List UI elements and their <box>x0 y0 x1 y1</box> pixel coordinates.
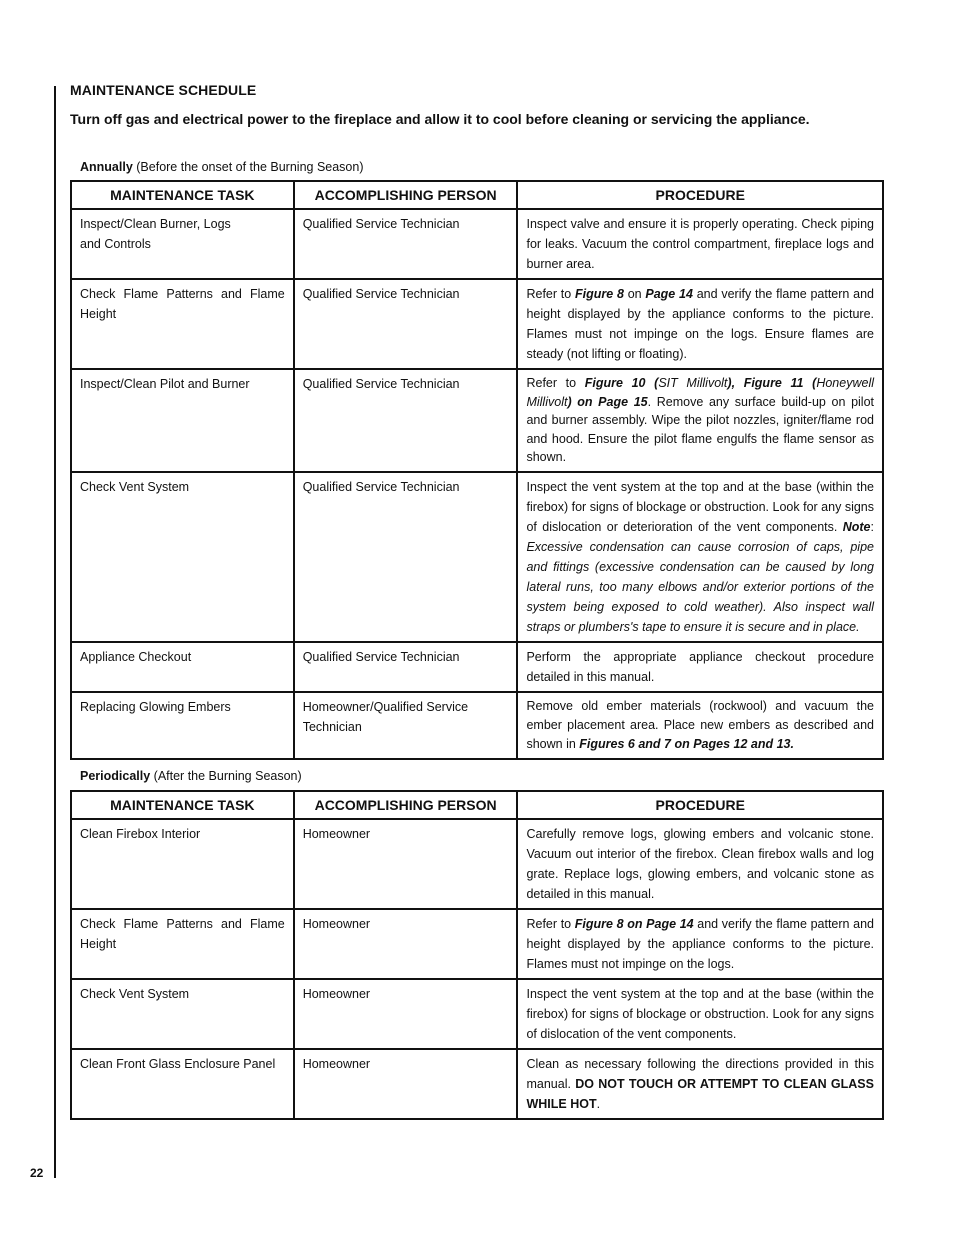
task-cell: Check Vent System <box>71 979 294 1049</box>
left-margin-rule <box>54 86 56 1178</box>
task-cell: Check Flame Patterns and Flame Height <box>71 909 294 979</box>
table-row <box>71 819 883 909</box>
procedure-text: Clean as necessary following the directions provided in this manual. <box>526 1057 874 1091</box>
task-cell: Clean Front Glass Enclosure Panel <box>71 1049 294 1119</box>
procedure-text: Perform the appropriate appliance checkout procedure detailed in this manual. <box>526 649 874 684</box>
table-row <box>71 642 883 692</box>
header-accomplishing-person: ACCOMPLISHING PERSON <box>294 791 518 819</box>
figure-reference: Figure 8 <box>575 287 624 301</box>
model-name: Honeywell Millivolt <box>526 376 874 409</box>
procedure-text: and verify the flame pattern and height displayed by the appliance conforms to the picture. Flames must not impinge on the logs. Ensure flames are steady (not lifting or floating). <box>526 287 874 361</box>
task-cell: Clean Firebox Interior <box>71 819 294 909</box>
periodic-label-rest: (After the Burning Season) <box>150 769 302 783</box>
task-cell: Replacing Glowing Embers <box>71 692 294 759</box>
table-row <box>71 1049 883 1119</box>
task-cell: Inspect/Clean Burner, Logs and Controls <box>71 209 294 279</box>
header-accomplishing-person: ACCOMPLISHING PERSON <box>294 181 518 209</box>
header-procedure: PROCEDURE <box>517 791 883 819</box>
procedure-text: on <box>623 287 646 301</box>
task-cell: Inspect/Clean Pilot and Burner <box>71 369 294 472</box>
task-cell: Check Flame Patterns and Flame Height <box>71 279 294 369</box>
figure-reference: ), Figure 11 ( <box>727 376 817 390</box>
task-cell: Check Vent System <box>71 472 294 642</box>
procedure-text: Inspect valve and ensure it is properly operating. Check piping for leaks. Vacuum the control compartment, fireplace logs and burner area. <box>526 217 874 271</box>
person-cell: Homeowner <box>294 1049 518 1119</box>
procedure-text: Refer to <box>526 917 575 931</box>
table-row <box>71 279 883 369</box>
procedure-cell <box>517 472 883 642</box>
table-row <box>71 209 883 279</box>
figure-reference: Figure 10 ( <box>584 376 659 390</box>
model-name: SIT Millivolt <box>658 376 728 390</box>
header-procedure: PROCEDURE <box>517 181 883 209</box>
table-row <box>71 909 883 979</box>
procedure-cell <box>517 909 883 979</box>
task-cell: Appliance Checkout <box>71 642 294 692</box>
annual-maintenance-table <box>70 180 884 760</box>
person-cell: Homeowner <box>294 909 518 979</box>
procedure-text: . Remove any surface build-up on pilot and burner assembly. Wipe the pilot nozzles, igniter/flame rod and hood. Ensure the pilot flame engulfs the flame sensor as shown. <box>526 394 874 464</box>
header-maintenance-task: MAINTENANCE TASK <box>71 181 294 209</box>
procedure-cell <box>517 369 883 472</box>
page-reference: Page 14 <box>645 287 693 301</box>
procedure-text: Refer to <box>526 376 585 390</box>
warning-text: DO NOT TOUCH OR ATTEMPT TO CLEAN GLASS WHILE HOT <box>526 1077 874 1111</box>
person-cell: Qualified Service Technician <box>294 279 518 369</box>
periodic-label-bold: Periodically <box>80 769 151 783</box>
table-row <box>71 369 883 472</box>
periodic-section-label <box>80 769 302 783</box>
procedure-text: Inspect the vent system at the top and at the base (within the firebox) for signs of blockage or obstruction. Look for any signs of dislocation or deterioration of the vent components. <box>526 479 874 534</box>
table-header-row <box>71 791 883 819</box>
procedure-cell <box>517 279 883 369</box>
table-row <box>71 472 883 642</box>
person-cell: Homeowner/Qualified Service Technician <box>294 692 518 759</box>
annual-section-label <box>80 160 364 174</box>
person-cell: Qualified Service Technician <box>294 209 518 279</box>
note-text: Excessive condensation can cause corrosion of caps, pipe and fittings (excessive condensation can be caused by long lateral runs, too many elbows and/or exterior portions of the system being exposed to cold weather). Also inspect wall straps or plumbers's tape to ensure it is secure and in place. <box>526 539 874 634</box>
procedure-text: Inspect the vent system at the top and at the base (within the firebox) for signs of blockage or obstruction. Look for any signs of dislocation of the vent components. <box>526 987 874 1041</box>
procedure-text: Remove old ember materials (rockwool) and vacuum the ember placement area. Place new embers as described and shown in <box>526 698 874 751</box>
page-reference: ) on Page 15 <box>567 394 648 409</box>
person-cell: Qualified Service Technician <box>294 369 518 472</box>
person-cell: Qualified Service Technician <box>294 472 518 642</box>
procedure-text: and verify the flame pattern and height displayed by the appliance conforms to the picture. Flames must not impinge on the logs. <box>526 917 875 971</box>
procedure-text: Refer to <box>526 287 575 301</box>
table-row <box>71 979 883 1049</box>
procedure-text: Carefully remove logs, glowing embers and volcanic stone. Vacuum out interior of the firebox. Clean firebox walls and log grate. Replace logs, glowing embers, and volcanic stone as detailed in this manual. <box>526 827 874 901</box>
procedure-cell <box>517 979 883 1049</box>
procedure-cell <box>517 209 883 279</box>
annual-label-bold: Annually <box>80 160 133 174</box>
person-cell: Qualified Service Technician <box>294 642 518 692</box>
periodic-maintenance-table <box>70 790 884 1120</box>
procedure-cell <box>517 642 883 692</box>
figure-reference: Figure 8 on Page 14 <box>574 917 694 931</box>
procedure-cell <box>517 819 883 909</box>
procedure-text: . <box>596 1097 601 1111</box>
person-cell: Homeowner <box>294 979 518 1049</box>
person-cell: Homeowner <box>294 819 518 909</box>
procedure-cell <box>517 1049 883 1119</box>
header-maintenance-task: MAINTENANCE TASK <box>71 791 294 819</box>
page-number: 22 <box>30 1166 44 1180</box>
table-header-row <box>71 181 883 209</box>
table-row <box>71 692 883 759</box>
safety-warning: Turn off gas and electrical power to the fireplace and allow it to cool before cleaning or servicing the appliance. <box>70 111 810 127</box>
figure-reference: Figures 6 and 7 on Pages 12 and 13. <box>579 736 794 751</box>
note-label: Note <box>842 519 871 534</box>
page-title: MAINTENANCE SCHEDULE <box>70 82 257 98</box>
procedure-cell <box>517 692 883 759</box>
annual-label-rest: (Before the onset of the Burning Season) <box>132 160 364 174</box>
procedure-text: : <box>870 519 874 534</box>
